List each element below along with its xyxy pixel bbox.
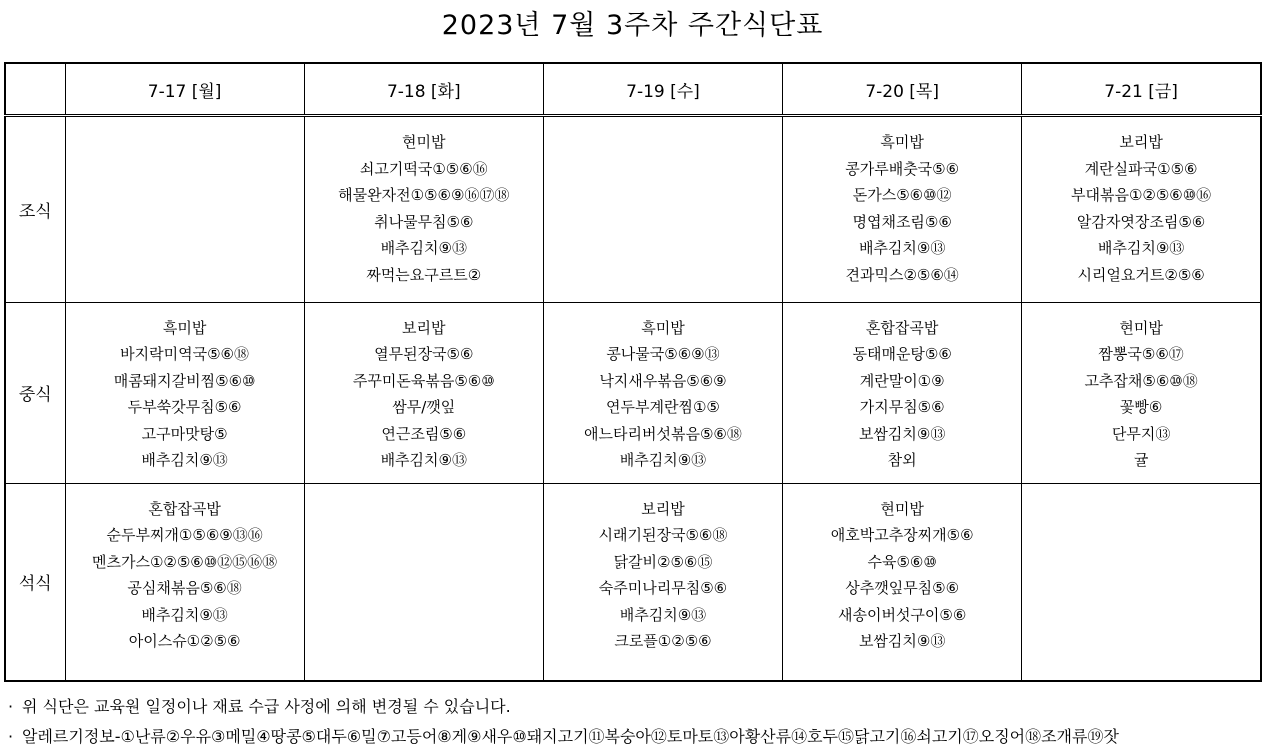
menu-item: 명엽채조림⑤⑥ — [852, 212, 952, 231]
menu-cell — [543, 116, 782, 303]
menu-item: 배추김치⑨⑬ — [619, 451, 707, 470]
menu-item: 돈가스⑤⑥⑩⑫ — [852, 186, 952, 204]
menu-item: 보쌈김치⑨⑬ — [858, 424, 946, 443]
menu-cell — [1022, 116, 1261, 303]
menu-item: 고구마맛탕⑤ — [141, 424, 228, 443]
notes — [8, 692, 1258, 752]
menu-item: 알감자엿장조림⑤⑥ — [1076, 212, 1206, 231]
day-header: 7-17 [월] — [65, 63, 304, 116]
menu-item: 현미밥 — [880, 499, 924, 518]
bullet-dot: · — [8, 697, 14, 716]
menu-item: 견과믹스②⑤⑥⑭ — [845, 265, 959, 284]
day-header: 7-19 [수] — [543, 63, 782, 116]
menu-item: 꽃빵⑥ — [1119, 398, 1163, 417]
menu-item: 배추김치⑨⑬ — [141, 605, 228, 624]
menu-cell — [783, 116, 1022, 303]
menu-item: 배추김치⑨⑬ — [619, 605, 707, 624]
menu-item: 현미밥 — [402, 133, 446, 151]
menu-item: 시래기된장국⑤⑥⑱ — [598, 526, 728, 545]
menu-item: 숙주미나리무침⑤⑥ — [598, 579, 728, 598]
menu-item: 주꾸미돈육볶음⑤⑥⑩ — [352, 371, 495, 390]
day-header: 7-21 [금] — [1022, 63, 1261, 116]
menu-item: 쌈무/깻잎 — [392, 398, 456, 417]
menu-cell — [1022, 302, 1261, 483]
menu-cell — [304, 116, 543, 303]
menu-item: 보리밥 — [402, 318, 446, 337]
menu-cell — [65, 483, 304, 681]
menu-item: 배추김치⑨⑬ — [380, 239, 467, 257]
weekly-menu-table — [4, 62, 1262, 682]
menu-item: 순두부찌개①⑤⑥⑨⑬⑯ — [106, 526, 263, 545]
menu-item: 배추김치⑨⑬ — [141, 451, 228, 470]
menu-item: 단무지⑬ — [1111, 424, 1171, 443]
menu-item: 매콤돼지갈비찜⑤⑥⑩ — [113, 371, 256, 390]
menu-item: 해물완자전①⑤⑥⑨⑯⑰⑱ — [338, 186, 510, 204]
menu-item: 닭갈비②⑤⑥⑮ — [613, 552, 713, 571]
menu-cell — [304, 483, 543, 681]
menu-item: 배추김치⑨⑬ — [380, 451, 467, 470]
meal-label: 중식 — [5, 302, 65, 483]
allergy-info-note — [8, 722, 1258, 752]
menu-item: 수육⑤⑥⑩ — [867, 552, 937, 571]
menu-item: 배추김치⑨⑬ — [1097, 239, 1185, 257]
menu-item: 보리밥 — [641, 499, 685, 518]
day-header-row — [5, 63, 1261, 116]
menu-cell — [65, 302, 304, 483]
menu-item: 콩나물국⑤⑥⑨⑬ — [606, 345, 720, 364]
menu-item: 열무된장국⑤⑥ — [374, 345, 474, 364]
menu-item: 크로플①②⑤⑥ — [614, 632, 712, 651]
menu-item: 참외 — [887, 451, 917, 470]
menu-item: 시리얼요거트②⑤⑥ — [1077, 265, 1205, 284]
bullet-dot: · — [8, 727, 14, 746]
menu-item: 흑미밥 — [162, 318, 207, 337]
menu-item: 새송이버섯구이⑤⑥ — [837, 605, 967, 624]
menu-item: 흑미밥 — [641, 318, 685, 337]
menu-item: 혼합잡곡밥 — [865, 318, 939, 337]
meal-label: 조식 — [5, 116, 65, 303]
menu-item: 배추김치⑨⑬ — [858, 239, 946, 257]
menu-cell — [783, 302, 1022, 483]
menu-item: 취나물무침⑤⑥ — [374, 212, 474, 231]
menu-item: 고추잡채⑤⑥⑩⑱ — [1084, 371, 1198, 390]
day-header: 7-18 [화] — [304, 63, 543, 116]
menu-item: 귤 — [1133, 451, 1149, 470]
menu-cell — [304, 302, 543, 483]
menu-item: 콩가루배춧국⑤⑥ — [845, 159, 960, 178]
menu-item: 현미밥 — [1119, 318, 1163, 337]
meal-row — [5, 483, 1261, 681]
menu-cell — [543, 302, 782, 483]
menu-item: 공심채볶음⑤⑥⑱ — [127, 579, 242, 598]
note-text: 위 식단은 교육원 일정이나 재료 수급 사정에 의해 변경될 수 있습니다. — [22, 697, 511, 716]
menu-item: 애느타리버섯볶음⑤⑥⑱ — [584, 424, 742, 443]
day-header: 7-20 [목] — [783, 63, 1022, 116]
menu-item: 두부쑥갓무침⑤⑥ — [127, 398, 242, 417]
menu-item: 짬뽕국⑤⑥⑰ — [1098, 345, 1184, 364]
schedule-change-note — [8, 692, 1258, 722]
menu-cell — [543, 483, 782, 681]
page-title: 2023년 7월 3주차 주간식단표 — [441, 10, 824, 41]
meal-row — [5, 302, 1261, 483]
menu-item: 보쌈김치⑨⑬ — [858, 632, 946, 651]
menu-item: 가지무침⑤⑥ — [859, 398, 945, 417]
menu-item: 혼합잡곡밥 — [148, 499, 221, 518]
menu-item: 연근조림⑤⑥ — [381, 424, 467, 443]
menu-item: 바지락미역국⑤⑥⑱ — [120, 345, 250, 364]
menu-item: 동태매운탕⑤⑥ — [852, 345, 952, 364]
menu-cell — [783, 483, 1022, 681]
menu-item: 보리밥 — [1119, 133, 1163, 151]
corner-cell — [5, 63, 65, 116]
menu-item: 계란말이①⑨ — [859, 371, 945, 390]
meal-row — [5, 116, 1261, 303]
menu-item: 상추깻잎무침⑤⑥ — [845, 579, 960, 598]
menu-item: 부대볶음①②⑤⑥⑩⑯ — [1070, 186, 1212, 204]
menu-item: 계란실파국①⑤⑥ — [1084, 159, 1198, 178]
menu-cell — [65, 116, 304, 303]
meal-label: 석식 — [5, 483, 65, 681]
menu-item: 흑미밥 — [880, 133, 924, 151]
menu-cell — [1022, 483, 1261, 681]
menu-item: 멘츠가스①②⑤⑥⑩⑫⑮⑯⑱ — [91, 552, 278, 571]
note-text: 알레르기정보-①난류②우유③메밀④땅콩⑤대두⑥밀⑦고등어⑧게⑨새우⑩돼지고기⑪복숭아⑫토마토⑬아황산류⑭호두⑮닭고기⑯쇠고기⑰오징어⑱조개류⑲잣 — [22, 727, 1119, 746]
menu-item: 쇠고기떡국①⑤⑥⑯ — [359, 159, 488, 178]
menu-item: 연두부계란찜①⑤ — [606, 398, 720, 417]
menu-item: 애호박고추장찌개⑤⑥ — [830, 526, 974, 545]
menu-item: 짜먹는요구르트② — [366, 265, 482, 284]
menu-item: 낙지새우볶음⑤⑥⑨ — [599, 371, 727, 390]
menu-item: 아이스슈①②⑤⑥ — [128, 632, 241, 651]
